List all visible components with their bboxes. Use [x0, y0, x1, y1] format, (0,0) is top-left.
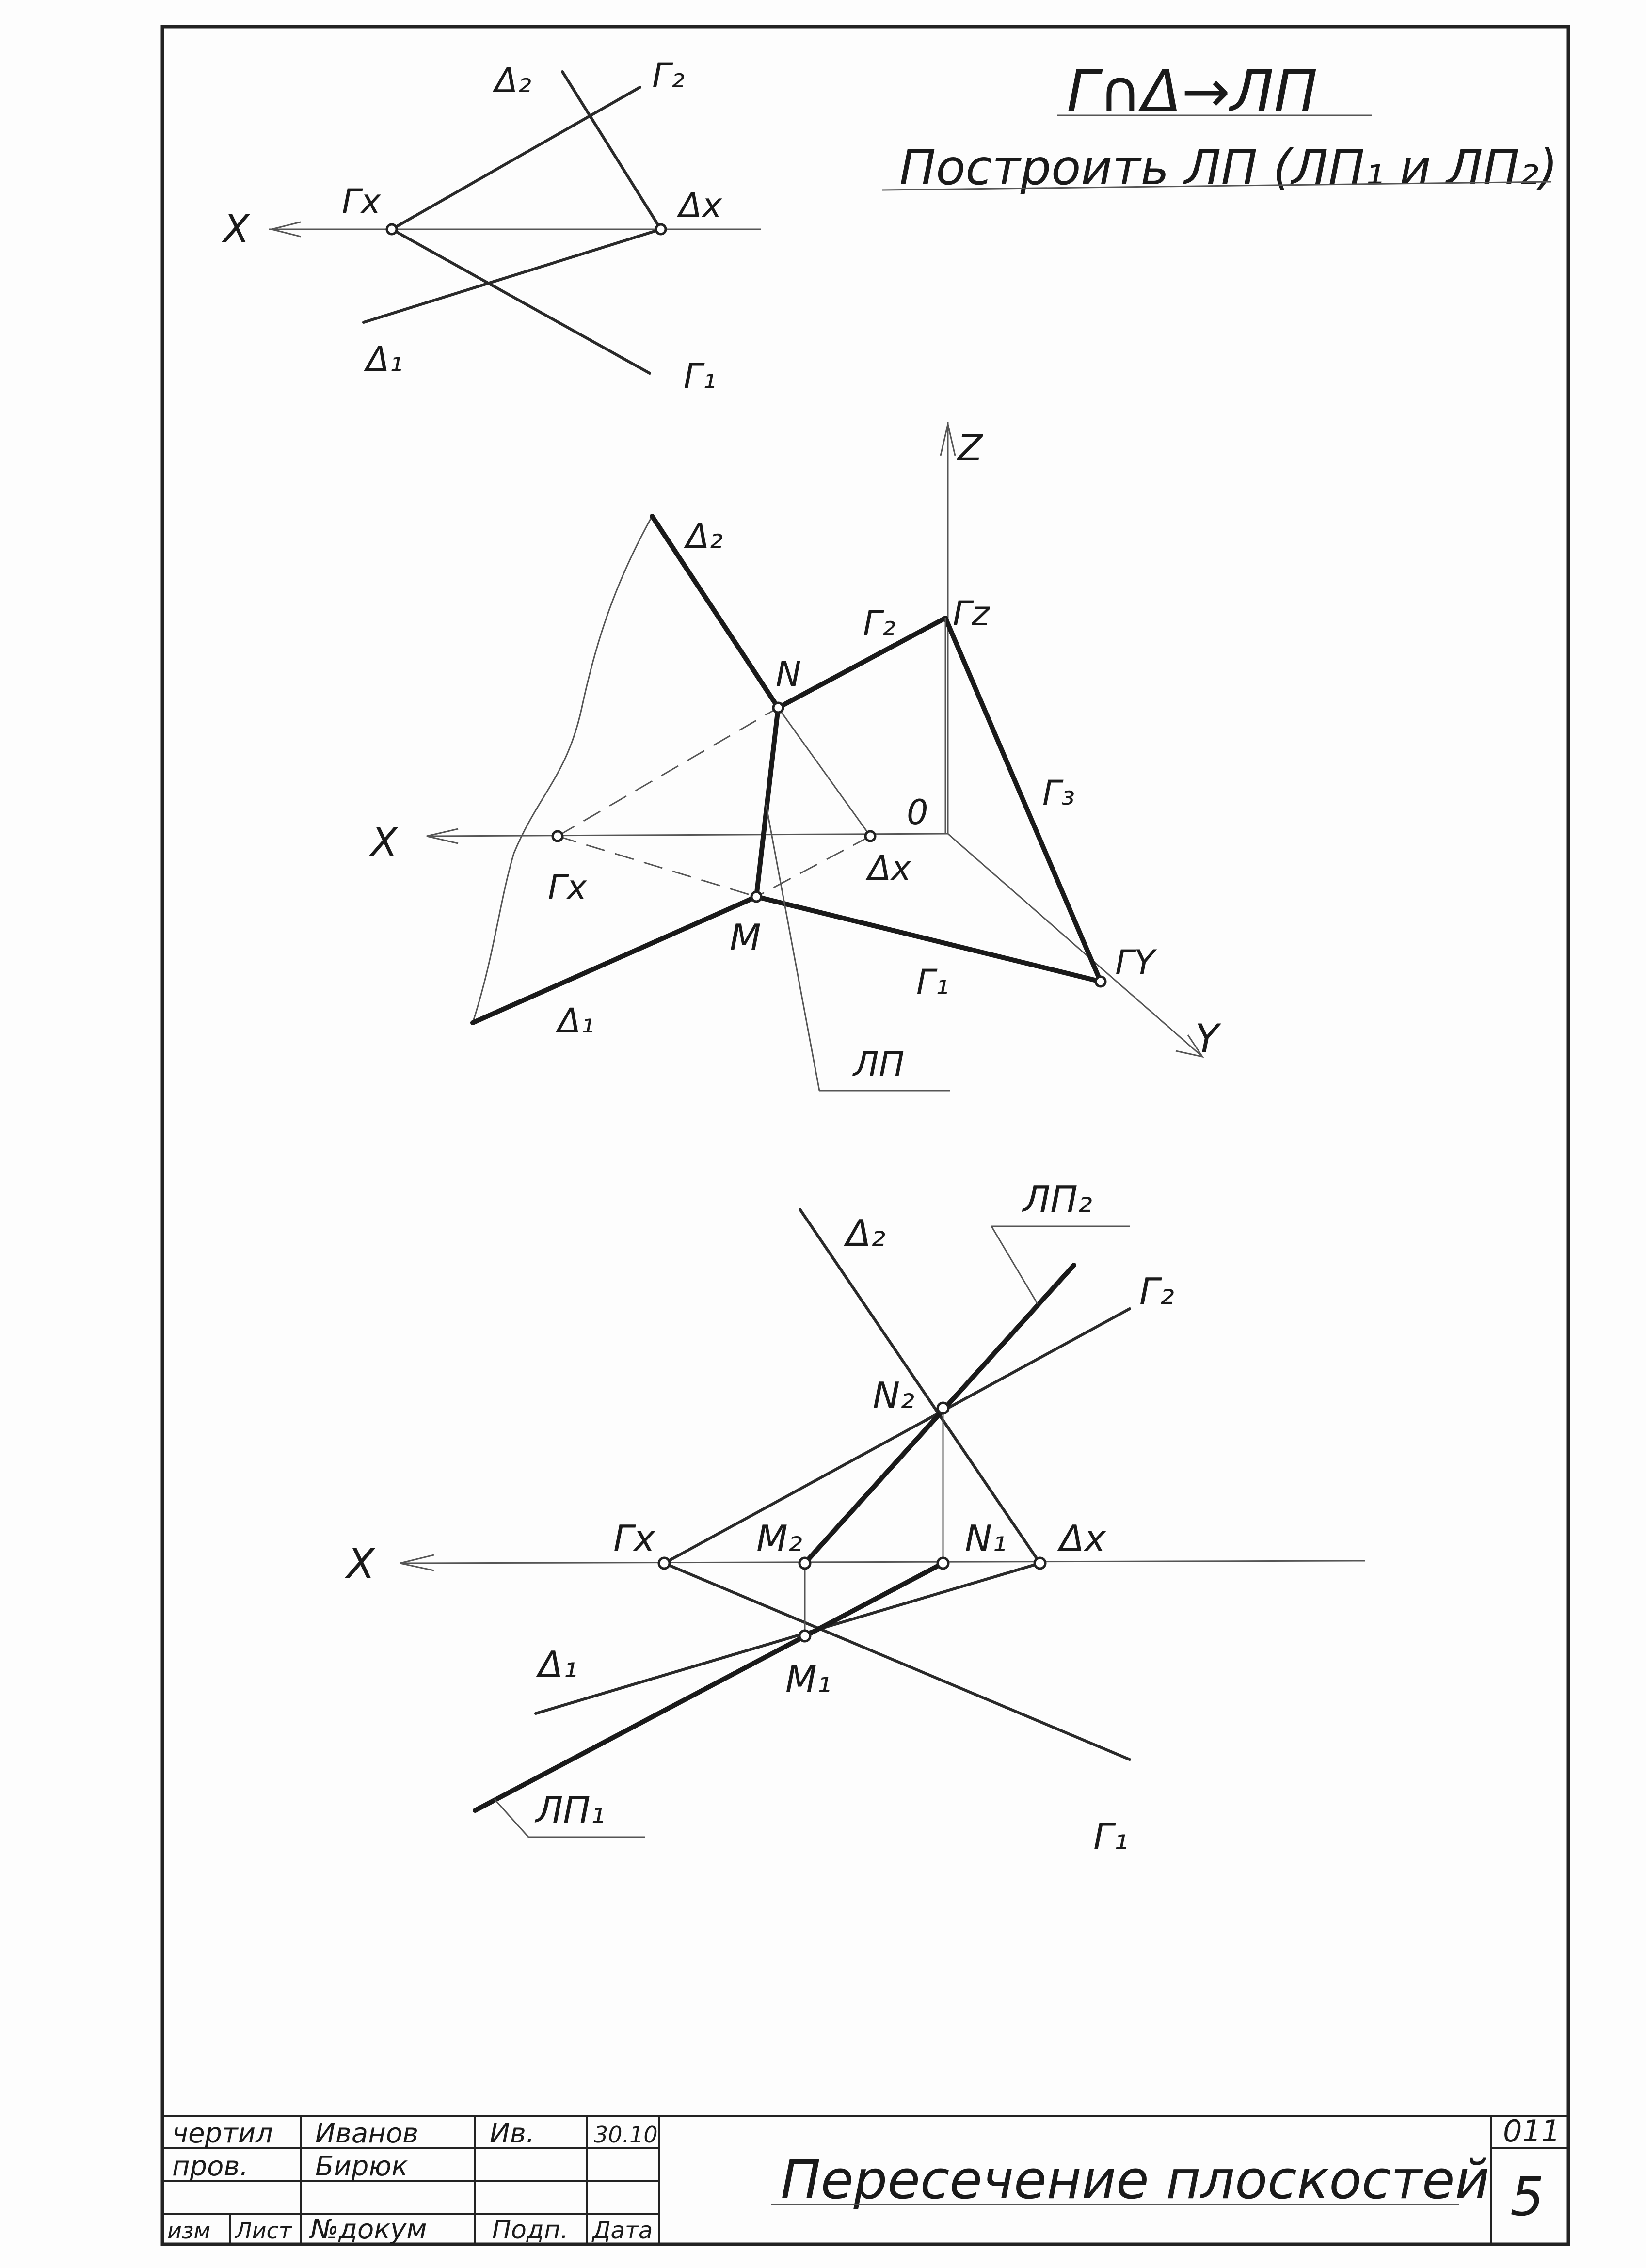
fig2-point-dx: [865, 831, 875, 841]
fig2-d1-trace: [473, 897, 756, 1023]
fig2-gy-label: ГY: [1115, 943, 1155, 983]
fig3-g1-label: Г₁: [1093, 1815, 1128, 1858]
fig2-g1-label: Г₁: [916, 962, 949, 1002]
tb-checked-label: пров.: [172, 2151, 249, 2182]
fig2-plane-boundary: [473, 516, 652, 1023]
fig2-x-label: X: [371, 820, 398, 865]
fig3-d2-label: Δ₂: [846, 1212, 886, 1254]
tb-signature: Ив.: [490, 2118, 535, 2149]
fig2-point-m: [751, 892, 761, 902]
fig2-gz-label: Гz: [953, 594, 990, 634]
fig2-point-gy: [1096, 977, 1105, 986]
fig2-m-label: M: [730, 916, 761, 959]
fig3-n1-label: N₁: [965, 1517, 1007, 1560]
fig1-x-label: X: [223, 206, 250, 252]
tb-date: 30.10: [594, 2122, 658, 2148]
fig1-d2-line: [562, 72, 661, 229]
fig2-dx-label: Δx: [868, 848, 911, 888]
fig2-point-gx: [553, 831, 562, 841]
fig1-gx-label: Гx: [342, 182, 381, 222]
fig2-lp-label: ЛП: [853, 1045, 905, 1084]
fig3-g1-trace: [664, 1563, 1130, 1760]
fig3-m1-label: M₁: [785, 1658, 831, 1700]
fig1-point-dx: [656, 224, 666, 234]
fig3-gx-label: Гx: [613, 1517, 655, 1560]
fig3-point-n1: [938, 1558, 948, 1569]
fig3-d1-label: Δ₁: [538, 1643, 578, 1686]
fig2-lp-leader: [766, 805, 819, 1091]
fig2-d1-label: Δ₁: [558, 1001, 594, 1041]
figure-1-two-views: [221, 56, 761, 396]
tb-sign-label: Подп.: [492, 2216, 569, 2245]
tb-doc-number-label: №докум: [310, 2214, 427, 2245]
fig1-g2-line: [392, 87, 640, 229]
fig2-d2-trace-hidden: [778, 708, 870, 836]
fig2-y-axis: [948, 834, 1202, 1057]
tb-drawn-by-name: Иванов: [315, 2118, 419, 2149]
fig2-point-n: [773, 703, 783, 713]
fig2-g2-trace: [778, 618, 945, 708]
fig1-dx-label: Δx: [679, 186, 722, 225]
title-block: [162, 2113, 1568, 2245]
tb-checked-name: Бирюк: [315, 2151, 408, 2182]
fig3-d2-trace: [800, 1209, 1040, 1563]
fig3-n2-label: N₂: [873, 1374, 915, 1417]
fig1-g1-label: Г₁: [684, 356, 717, 396]
fig2-g3-trace: [945, 618, 1101, 982]
fig1-d1-label: Δ₁: [366, 339, 403, 379]
fig2-y-label: Y: [1195, 1016, 1219, 1061]
fig3-lp1-label: ЛП₁: [536, 1789, 605, 1831]
fig2-hidden-gx-m: [558, 836, 756, 897]
tb-date-label: Дата: [592, 2217, 653, 2244]
fig3-g2-label: Г₂: [1139, 1270, 1174, 1313]
fig3-lp2-leader: [991, 1226, 1038, 1304]
fig2-n-label: N: [776, 654, 801, 694]
header-task: Построить ЛП (ЛП₁ и ЛП₂): [899, 139, 1558, 196]
fig2-gx-label: Гx: [548, 868, 587, 907]
tb-drawn-by-label: чертил: [172, 2118, 273, 2149]
fig2-hidden-gx-n: [558, 708, 778, 836]
fig1-d2-label: Δ₂: [495, 61, 531, 100]
figure-3-orthographic: [345, 1178, 1365, 1858]
fig3-lp1-line: [475, 1563, 943, 1810]
fig2-d2-label: Δ₂: [686, 516, 723, 556]
fig3-dx-label: Δx: [1059, 1517, 1106, 1560]
tb-change-label: изм: [167, 2218, 211, 2244]
tb-sheet-label: Лист: [235, 2218, 292, 2244]
fig3-point-gx: [659, 1558, 670, 1569]
fig3-lp2-line: [805, 1265, 1074, 1563]
fig2-o-label: 0: [907, 793, 928, 832]
fig3-point-n2: [938, 1403, 948, 1413]
header-formula: Г∩Δ→ЛП: [1067, 58, 1318, 126]
fig2-g2-label: Г₂: [863, 603, 896, 643]
tb-code: 011: [1503, 2113, 1561, 2149]
fig2-z-label: Z: [958, 427, 983, 469]
tb-title: Пересечение плоскостей: [781, 2149, 1490, 2211]
fig3-point-dx: [1035, 1558, 1045, 1569]
figure-2-axonometric: [369, 422, 1222, 1091]
fig1-d1-line: [364, 229, 661, 322]
fig1-g2-label: Г₂: [652, 56, 685, 95]
fig2-intersection-line: [756, 708, 778, 897]
fig1-point-gx: [387, 224, 397, 234]
tb-sheet-number: 5: [1510, 2166, 1544, 2228]
fig3-lp2-label: ЛП₂: [1023, 1178, 1092, 1221]
fig3-x-label: X: [347, 1540, 375, 1588]
fig3-point-m1: [799, 1631, 810, 1641]
fig3-x-axis: [400, 1561, 1365, 1563]
fig3-lp1-leader: [495, 1799, 528, 1837]
fig2-g3-label: Г₃: [1042, 773, 1075, 813]
fig3-m2-label: M₂: [756, 1517, 802, 1560]
